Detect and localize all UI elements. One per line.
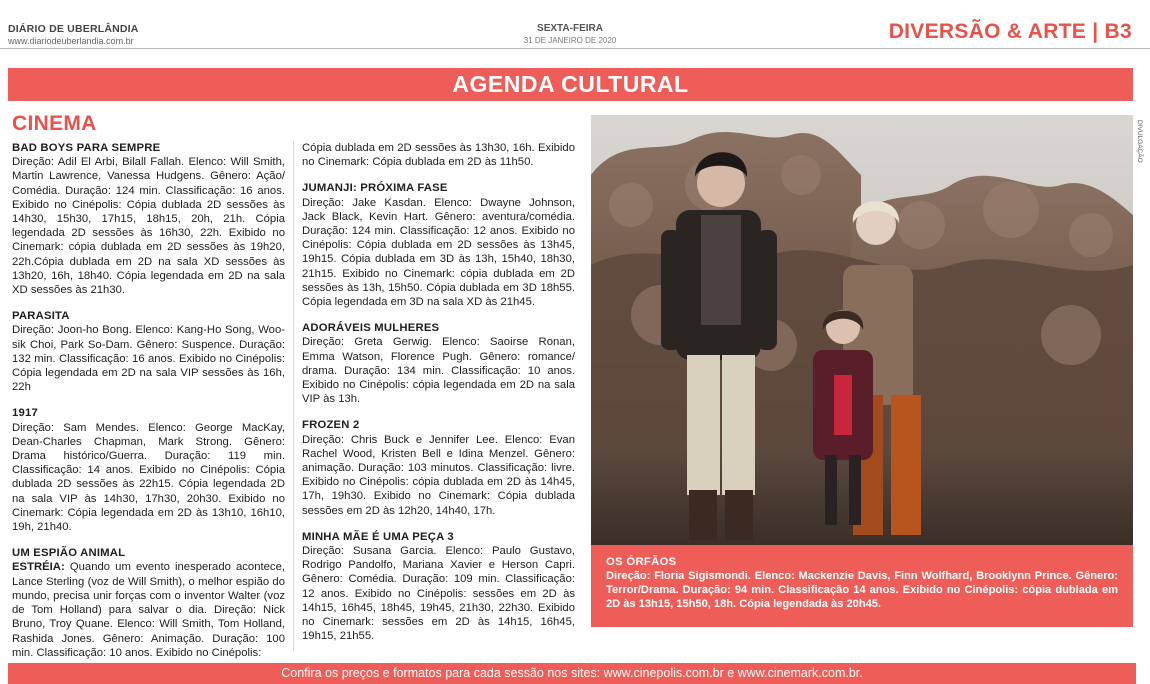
- movie-details: Direção: Susana Garcia. Elenco: Paulo Gustavo, Rodrigo Pandolfo, Mariana Xavier e Herson Capri. Gênero: Comédia. Duração: 109 min. Classificação: 12 anos. Exibido no Cinépolis: sessões em 2D às 14h15, 16h45, 18h45, 19h45, 21h30, 22h30. Exibido no Cinemark: sessões em 2D às 14h15, 16h45, 19h15, 21h55.: [302, 545, 575, 643]
- movie-details: Direção: Jake Kasdan. Elenco: Dwayne Johnson, Jack Black, Kevin Hart. Gênero: aventura/comédia. Duração: 124 min. Classificação: 12 anos. Exibido no Cinépolis: Cópia dublada em 2D sessões às 13h45, 19h15. Cópia dublada em 3D às 13h, 15h40, 18h30, 21h15. Exibido no Cinemark: cópia dublada em 2D sessões às 13h, 15h50. Cópia dublada em 3D 18h55. Cópia legendada em 3D na sala XD às 21h45.: [302, 196, 575, 309]
- movie-details: Direção: Adil El Arbi, Bilall Fallah. Elenco: Will Smith, Martin Lawrence, Vanessa Hudgens. Gênero: Ação/ Comédia. Duração: 124 min. Classificação: 16 anos. Exibido no Cinépolis: Cópia dublada 2D sessões às 14h30, 15h30, 17h15, 18h15, 20h, 21h. Cópia legendada 2D sessões às 16h30, 22h. Exibido no Cinemark: cópia dublada em 2D sessões às 19h20, 22h.Cópia dublada em 2D na sala XD sessões às 13h20, 16h, 18h40. Cópia legendada em 2D na sala XD sessões às 21h30.: [12, 156, 285, 297]
- movie-listing: [12, 546, 285, 660]
- paper-name: DIÁRIO DE UBERLÂNDIA: [8, 23, 139, 35]
- movie-title: MINHA MÃE É UMA PEÇA 3: [302, 530, 454, 543]
- movie-listing: [12, 406, 285, 534]
- movie-title: BAD BOYS PARA SEMPRE: [12, 142, 161, 154]
- column-1: [12, 141, 285, 672]
- date: 31 DE JANEIRO DE 2020: [523, 36, 617, 45]
- movie-details-text: Quando um evento inesperado acontece, Lance Sterling (voz de Will Smith), o melhor espião do mundo, precisa unir forças com o inventor Walter (voz de Tom Holland) para salvar o dia. Direção: Nick Bruno, Troy Quane. Elenco: Will Smith, Tom Holland, Rashida Jones. Gênero: Animação. Duração: 100 min. Classificação: 10 anos. Exibido no Cinépolis:: [12, 561, 285, 659]
- column-2: [302, 141, 575, 656]
- section-page-label: DIVERSÃO & ARTE | B3: [888, 20, 1132, 43]
- photo-credit: [1129, 120, 1145, 180]
- movie-listing: [302, 530, 575, 644]
- movie-details: Direção: Sam Mendes. Elenco: George MacKay, Dean-Charles Chapman, Mark Strong. Gênero: Drama histórico/Guerra. Duração: 119 min. Classificação: 14 anos. Exibido no Cinépolis: Cópia dublada 2D sessões às 22h15. Cópia legendada 2D na sala VIP às 14h30, 17h30, 20h30. Exibido no Cinemark: Cópia legendada em 2D às 13h10, 16h10, 19h, 21h40.: [12, 421, 285, 534]
- featured-movie-caption: [591, 545, 1133, 627]
- movie-details: Direção: Chris Buck e Jennifer Lee. Elenco: Evan Rachel Wood, Kristen Bell e Idina Menzel. Gênero: animação. Duração: 103 minutos. Classificação: livre. Exibido no Cinépolis: cópia dublada em 2D às 14h45, 17h, 19h30. Exibido no Cinemark: Cópia dublada sessões em 2D às 12h20, 14h40, 17h.: [302, 433, 575, 517]
- movie-title: ADORÁVEIS MULHERES: [302, 322, 440, 335]
- movie-listing: [12, 309, 285, 394]
- movie-title: 1917: [12, 407, 38, 420]
- movie-listing: [302, 321, 575, 406]
- photo-credit-text: DIVULGAÇÃO: [1136, 120, 1143, 163]
- movie-title: UM ESPIÃO ANIMAL: [12, 547, 126, 560]
- movie-details: Cópia dublada em 2D sessões às 13h30, 16h. Exibido no Cinemark: Cópia dublada em 2D às 11h50.: [302, 142, 575, 169]
- movie-details: [12, 560, 285, 659]
- masthead: [8, 23, 139, 46]
- movie-listing: [302, 181, 575, 309]
- footer-notice: Confira os preços e formatos para cada sessão nos sites: www.cinepolis.com.br e www.cinemark.com.br.: [8, 663, 1136, 684]
- section-title: CINEMA: [12, 112, 97, 135]
- movie-still-photo: [591, 115, 1133, 545]
- movie-listing: [12, 141, 285, 297]
- movie-title: JUMANJI: PRÓXIMA FASE: [302, 182, 448, 195]
- movie-details: Direção: Greta Gerwig. Elenco: Saoirse Ronan, Emma Watson, Florence Pugh. Gênero: romance/ drama. Duração: 134 min. Classificação: 10 anos. Exibido no Cinépolis: cópia legendada em 2D na sala VIP às 13h.: [302, 336, 575, 406]
- header-divider: [0, 48, 1150, 49]
- agenda-banner: AGENDA CULTURAL: [8, 68, 1133, 101]
- movie-details: Direção: Joon-ho Bong. Elenco: Kang-Ho Song, Woo-sik Choi, Park So-Dam. Gênero: Suspence. Duração: 132 min. Classificação: 16 anos. Exibido no Cinépolis: Cópia legendada em 2D na sala VIP sessões às 16h, 22h: [12, 324, 285, 394]
- weekday: SEXTA-FEIRA: [537, 23, 603, 34]
- movie-title: FROZEN 2: [302, 419, 360, 432]
- column-divider: [293, 141, 294, 651]
- premiere-label: ESTRÉIA:: [12, 561, 65, 574]
- edition-date: [470, 23, 670, 45]
- caption-text: Direção: Floria Sigismondi. Elenco: Mackenzie Davis, Finn Wolfhard, Brooklynn Prince. Gênero: Terror/Drama. Duração: 94 min. Classificação 14 anos. Exibido no Cinépolis: cópia dublada em 2D às 13h15, 15h50, 18h. Cópia legendada às 20h45.: [606, 570, 1118, 610]
- movie-listing-continued: [302, 141, 575, 169]
- movie-listing: [302, 418, 575, 517]
- movie-title: PARASITA: [12, 310, 70, 323]
- caption-title: OS ÓRFÃOS: [606, 556, 677, 568]
- photo-illustration: [591, 115, 1133, 545]
- paper-website[interactable]: www.diariodeuberlandia.com.br: [8, 36, 134, 46]
